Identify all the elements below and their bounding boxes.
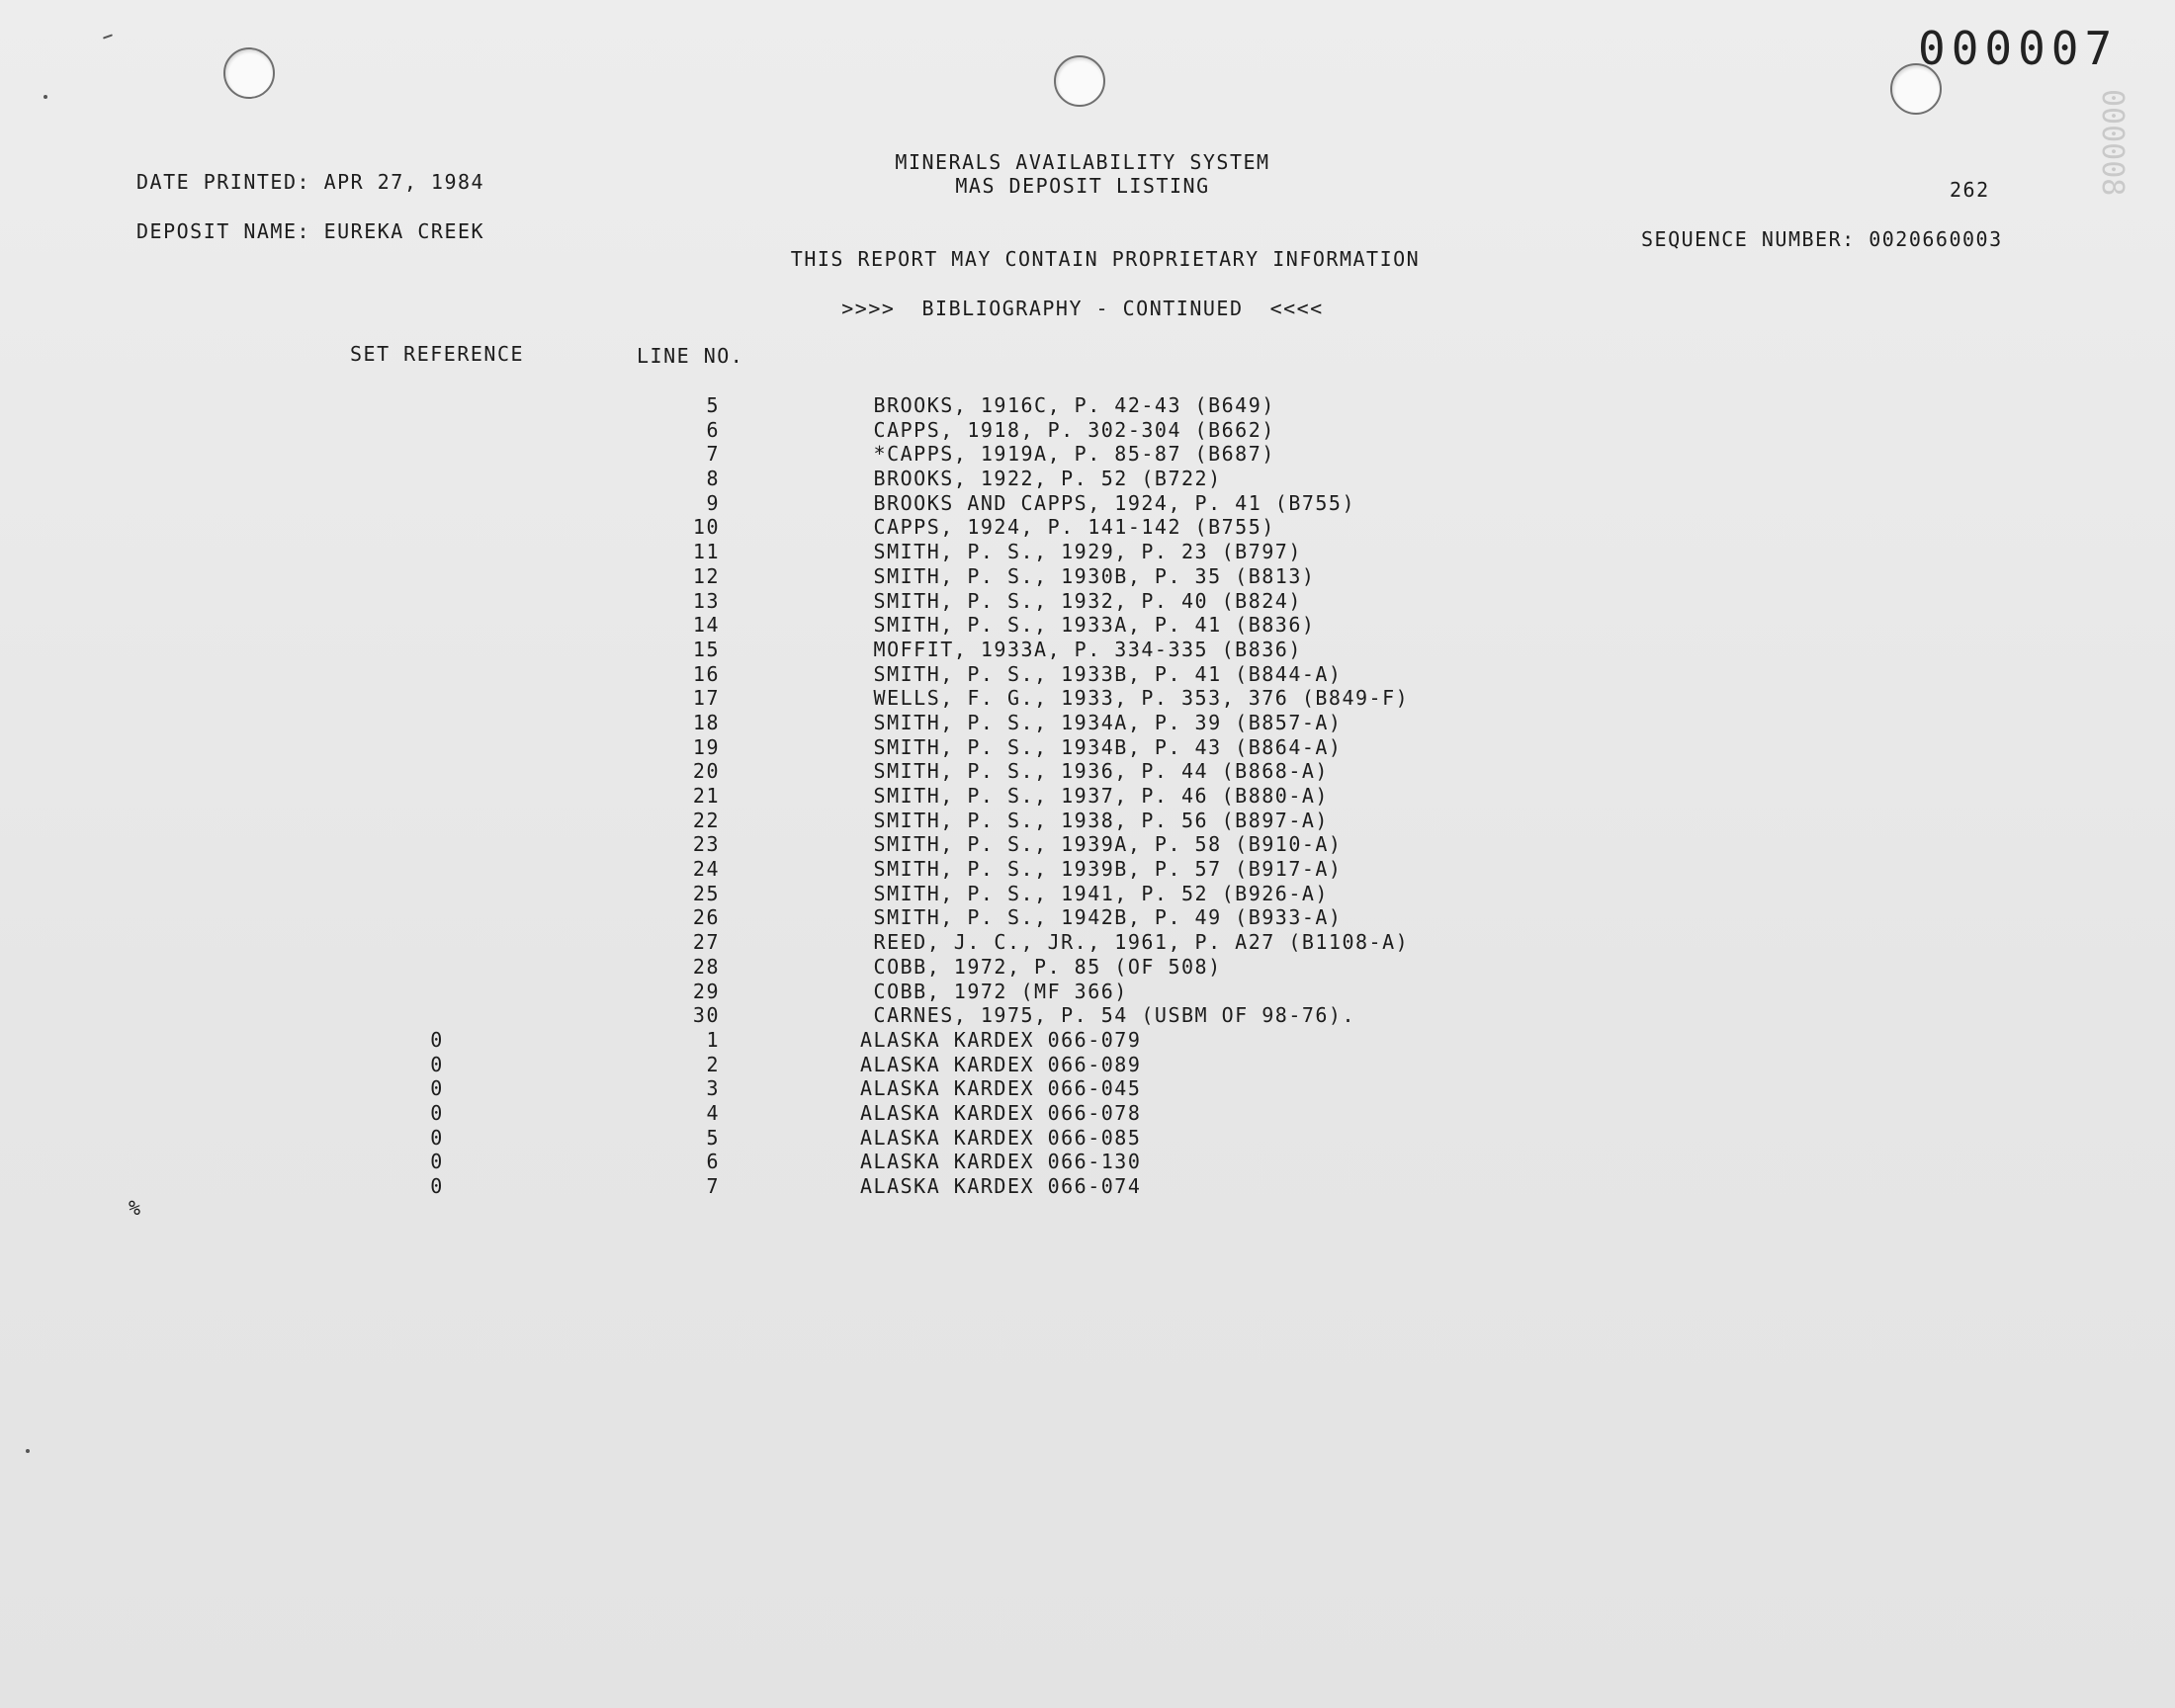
line-number-cell: 3	[706, 1076, 720, 1101]
stamp-number: 000007	[1918, 22, 2119, 75]
list-item	[0, 1053, 2175, 1077]
speck-mark	[44, 95, 47, 99]
reference-text-cell: ALASKA KARDEX 066-078	[860, 1100, 1142, 1125]
list-item	[0, 638, 2175, 662]
list-item	[0, 467, 2175, 491]
line-number-cell: 2	[706, 1052, 720, 1076]
reference-text-cell: WELLS, F. G., 1933, P. 353, 376 (B849-F)	[860, 686, 1410, 711]
reference-text-cell: SMITH, P. S., 1939B, P. 57 (B917-A)	[860, 857, 1343, 882]
reference-text-cell: SMITH, P. S., 1942B, P. 49 (B933-A)	[860, 905, 1343, 930]
line-number-cell: 7	[706, 442, 720, 467]
reference-text-cell: MOFFIT, 1933A, P. 334-335 (B836)	[860, 637, 1302, 661]
reference-text-cell: BROOKS AND CAPPS, 1924, P. 41 (B755)	[860, 490, 1356, 515]
reference-text-cell: CARNES, 1975, P. 54 (USBM OF 98-76).	[860, 1003, 1356, 1028]
report-title: MINERALS AVAILABILITY SYSTEM	[895, 150, 1270, 174]
reference-text-cell: ALASKA KARDEX 066-089	[860, 1052, 1142, 1076]
list-item	[0, 540, 2175, 564]
footer-mark: %	[129, 1196, 142, 1220]
line-number-cell: 6	[706, 417, 720, 442]
reference-text-cell: ALASKA KARDEX 066-130	[860, 1150, 1142, 1174]
line-number-cell: 19	[692, 734, 720, 759]
list-item	[0, 1101, 2175, 1126]
line-number-cell: 16	[692, 661, 720, 686]
list-item	[0, 1126, 2175, 1151]
reference-text-cell: CAPPS, 1924, P. 141-142 (B755)	[860, 515, 1275, 540]
reference-text-cell: SMITH, P. S., 1930B, P. 35 (B813)	[860, 563, 1316, 588]
list-item	[0, 882, 2175, 906]
list-item	[0, 930, 2175, 955]
reference-text-cell: REED, J. C., JR., 1961, P. A27 (B1108-A)	[860, 930, 1410, 955]
list-item	[0, 564, 2175, 589]
line-number-cell: 6	[706, 1150, 720, 1174]
list-item	[0, 759, 2175, 784]
line-number-cell: 18	[692, 710, 720, 734]
set-reference-cell: 0	[430, 1076, 444, 1101]
reference-text-cell: BROOKS, 1916C, P. 42-43 (B649)	[860, 393, 1275, 417]
punch-hole-center	[1054, 55, 1105, 107]
list-item	[0, 393, 2175, 418]
list-item	[0, 980, 2175, 1004]
line-number-cell: 7	[706, 1174, 720, 1198]
list-item	[0, 442, 2175, 467]
list-item	[0, 1003, 2175, 1028]
list-item	[0, 613, 2175, 638]
line-number-cell: 20	[692, 759, 720, 784]
line-number-cell: 14	[692, 613, 720, 638]
list-item	[0, 418, 2175, 443]
line-number-cell: 21	[692, 784, 720, 808]
line-number-cell: 25	[692, 881, 720, 905]
ghost-stamp-number: 000008	[2095, 89, 2130, 197]
line-number-cell: 30	[692, 1003, 720, 1028]
reference-text-cell: SMITH, P. S., 1941, P. 52 (B926-A)	[860, 881, 1329, 905]
list-item	[0, 905, 2175, 930]
reference-text-cell: ALASKA KARDEX 066-074	[860, 1174, 1142, 1198]
set-reference-cell: 0	[430, 1027, 444, 1052]
line-number-cell: 28	[692, 954, 720, 979]
list-item	[0, 857, 2175, 882]
set-reference-cell: 0	[430, 1100, 444, 1125]
list-item	[0, 515, 2175, 540]
date-printed: DATE PRINTED: APR 27, 1984	[136, 170, 485, 194]
reference-text-cell: ALASKA KARDEX 066-045	[860, 1076, 1142, 1101]
reference-text-cell: SMITH, P. S., 1933A, P. 41 (B836)	[860, 613, 1316, 638]
reference-text-cell: SMITH, P. S., 1939A, P. 58 (B910-A)	[860, 832, 1343, 857]
line-number-cell: 11	[692, 540, 720, 564]
line-number-cell: 27	[692, 930, 720, 955]
reference-text-cell: SMITH, P. S., 1929, P. 23 (B797)	[860, 540, 1302, 564]
reference-text-cell: SMITH, P. S., 1932, P. 40 (B824)	[860, 588, 1302, 613]
reference-text-cell: COBB, 1972 (MF 366)	[860, 979, 1128, 1003]
line-number-cell: 29	[692, 979, 720, 1003]
line-number-cell: 9	[706, 490, 720, 515]
proprietary-notice: THIS REPORT MAY CONTAIN PROPRIETARY INFORMATION	[790, 247, 1421, 271]
line-number-cell: 23	[692, 832, 720, 857]
reference-text-cell: SMITH, P. S., 1936, P. 44 (B868-A)	[860, 759, 1329, 784]
reference-text-cell: SMITH, P. S., 1933B, P. 41 (B844-A)	[860, 661, 1343, 686]
speck-mark	[26, 1449, 30, 1453]
report-subtitle: MAS DEPOSIT LISTING	[955, 174, 1210, 198]
list-item	[0, 1150, 2175, 1174]
line-number-cell: 5	[706, 1125, 720, 1150]
reference-text-cell: ALASKA KARDEX 066-085	[860, 1125, 1142, 1150]
bibliography-list	[0, 393, 2175, 1199]
sequence-number: SEQUENCE NUMBER: 0020660003	[1641, 227, 2003, 251]
column-header-line-no: LINE NO.	[637, 344, 744, 368]
list-item	[0, 809, 2175, 833]
reference-text-cell: *CAPPS, 1919A, P. 85-87 (B687)	[860, 442, 1275, 467]
line-number-cell: 8	[706, 467, 720, 491]
section-heading: >>>> BIBLIOGRAPHY - CONTINUED <<<<	[841, 297, 1324, 320]
line-number-cell: 24	[692, 857, 720, 882]
line-number-cell: 15	[692, 637, 720, 661]
reference-text-cell: SMITH, P. S., 1937, P. 46 (B880-A)	[860, 784, 1329, 808]
set-reference-cell: 0	[430, 1174, 444, 1198]
line-number-cell: 22	[692, 808, 720, 832]
reference-text-cell: SMITH, P. S., 1934A, P. 39 (B857-A)	[860, 710, 1343, 734]
list-item	[0, 955, 2175, 980]
list-item	[0, 662, 2175, 687]
list-item	[0, 711, 2175, 735]
reference-text-cell: SMITH, P. S., 1938, P. 56 (B897-A)	[860, 808, 1329, 832]
line-number-cell: 26	[692, 905, 720, 930]
list-item	[0, 1174, 2175, 1199]
list-item	[0, 491, 2175, 516]
list-item	[0, 589, 2175, 614]
list-item	[0, 832, 2175, 857]
line-number-cell: 12	[692, 563, 720, 588]
reference-text-cell: ALASKA KARDEX 066-079	[860, 1027, 1142, 1052]
reference-text-cell: SMITH, P. S., 1934B, P. 43 (B864-A)	[860, 734, 1343, 759]
column-header-set-reference: SET REFERENCE	[350, 342, 525, 366]
list-item	[0, 735, 2175, 760]
deposit-name: DEPOSIT NAME: EUREKA CREEK	[136, 219, 485, 243]
punch-hole-left	[223, 47, 275, 99]
line-number-cell: 1	[706, 1027, 720, 1052]
set-reference-cell: 0	[430, 1052, 444, 1076]
reference-text-cell: COBB, 1972, P. 85 (OF 508)	[860, 954, 1222, 979]
line-number-cell: 13	[692, 588, 720, 613]
reference-text-cell: BROOKS, 1922, P. 52 (B722)	[860, 467, 1222, 491]
list-item	[0, 686, 2175, 711]
line-number-cell: 5	[706, 393, 720, 417]
list-item	[0, 784, 2175, 809]
set-reference-cell: 0	[430, 1150, 444, 1174]
list-item	[0, 1028, 2175, 1053]
list-item	[0, 1076, 2175, 1101]
set-reference-cell: 0	[430, 1125, 444, 1150]
line-number-cell: 4	[706, 1100, 720, 1125]
line-number-cell: 10	[692, 515, 720, 540]
speck-mark	[103, 34, 113, 39]
reference-text-cell: CAPPS, 1918, P. 302-304 (B662)	[860, 417, 1275, 442]
page-number: 262	[1950, 178, 1990, 202]
line-number-cell: 17	[692, 686, 720, 711]
